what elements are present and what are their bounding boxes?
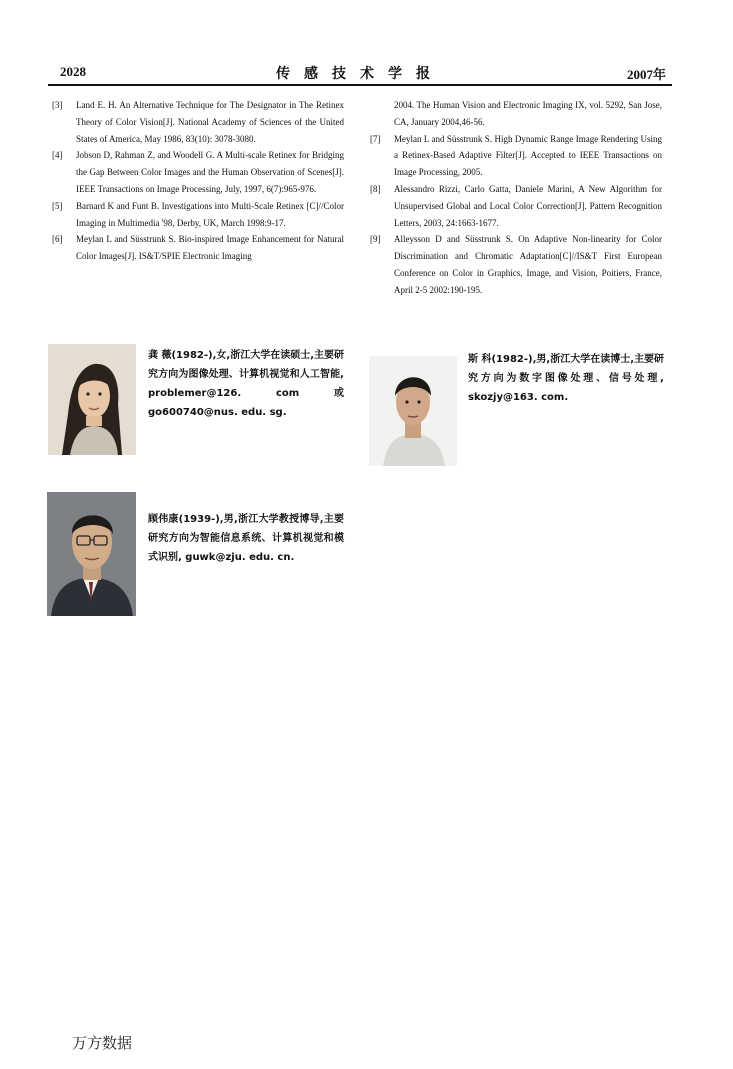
author-name: 斯 科 bbox=[468, 354, 492, 365]
reference-text: Meylan L and Süsstrunk S. High Dynamic Range Image Rendering Using a Retinex-Based Adaptive Filter[J]. Accepted to IEEE Transactions on Image Processing, 2005. bbox=[394, 133, 662, 178]
reference-text: Land E. H. An Alternative Technique for The Designator in The Retinex Theory of Color Vision[J]. National Academy of Sciences of the United States of America, May 1986, 83(10): 3078-3080. bbox=[76, 100, 344, 144]
reference-item bbox=[52, 231, 344, 265]
author-bio-si-ke bbox=[468, 350, 664, 407]
header-rule bbox=[48, 84, 672, 86]
author-name: 顾伟康 bbox=[148, 514, 179, 525]
journal-title: 传感技术学报 bbox=[276, 67, 444, 82]
reference-item bbox=[370, 181, 662, 231]
page-number: 2028 bbox=[60, 64, 86, 79]
reference-text: Barnard K and Funt B. Investigations into Multi-Scale Retinex [C]//Color Imaging in Multimedia '98, Derby, UK, March 1998:9-17. bbox=[76, 200, 344, 228]
author-bio-gu-weikang bbox=[148, 510, 344, 567]
reference-number: [7] bbox=[370, 133, 381, 144]
reference-text: Alleysson D and Süsstrunk S. On Adaptive Non-linearity for Color Discrimination and Chromatic Adaptation[C]//IS&T First European Conference on Color in Graphics, Image, and Vision, Poitiers, France, April 2-5 2002:190-195. bbox=[394, 234, 662, 295]
reference-item bbox=[52, 147, 344, 197]
author-bio-gong-wei bbox=[148, 346, 344, 422]
references-left-column bbox=[52, 97, 344, 265]
page-header bbox=[48, 60, 672, 84]
reference-number: [5] bbox=[52, 200, 63, 211]
author-photo-gong-wei bbox=[48, 344, 136, 455]
issue-year: 2007年 bbox=[626, 67, 666, 82]
reference-number: [3] bbox=[52, 100, 63, 110]
watermark: 万方数据 bbox=[72, 1034, 133, 1052]
reference-number: [6] bbox=[52, 234, 63, 245]
reference-text: Alessandro Rizzi, Carlo Gatta, Daniele Marini, A New Algorithm for Unsupervised Global and Local Color Correction[J]. Pattern Recognition Letters, 2003, 24:1663-1677. bbox=[394, 183, 662, 228]
references-right-column bbox=[370, 97, 662, 299]
author-name: 龚 薇 bbox=[148, 350, 172, 361]
reference-text: Meylan L and Süsstrunk S. Bio-inspired Image Enhancement for Natural Color Images[J]. IS&T/SPIE Electronic Imaging bbox=[76, 234, 344, 262]
author-description: (1939-),男,浙江大学教授博导,主要研究方向为智能信息系统、计算机视觉和模式识别, guwk@zju. edu. cn. bbox=[148, 514, 344, 563]
reference-number: [8] bbox=[370, 183, 381, 194]
reference-number: [9] bbox=[370, 234, 381, 245]
reference-item bbox=[370, 131, 662, 181]
reference-text: Jobson D, Rahman Z, and Woodell G. A Multi-scale Retinex for Bridging the Gap Between Color Images and the Human Observation of Scenes[J]. IEEE Transactions on Image Processing, July, 1997, 6(7):965-976. bbox=[76, 150, 344, 194]
author-photo-gu-weikang bbox=[47, 492, 136, 616]
reference-item bbox=[370, 231, 662, 298]
reference-continuation bbox=[370, 97, 662, 131]
author-photo-si-ke bbox=[369, 356, 457, 466]
author-description: (1982-),女,浙江大学在读硕士,主要研究方向为图像处理、计算机视觉和人工智能, problemer@126. com 或 go600740@nus. edu. sg. bbox=[148, 350, 345, 418]
reference-number: [4] bbox=[52, 150, 63, 161]
reference-text: 2004. The Human Vision and Electronic Imaging IX, vol. 5292, San Jose, CA, January 2004,46-56. bbox=[394, 100, 662, 127]
reference-item bbox=[52, 198, 344, 232]
author-description: (1982-),男,浙江大学在读博士,主要研究方向为数字图像处理、信号处理, skozjy@163. com. bbox=[468, 354, 665, 403]
reference-item bbox=[52, 97, 344, 147]
